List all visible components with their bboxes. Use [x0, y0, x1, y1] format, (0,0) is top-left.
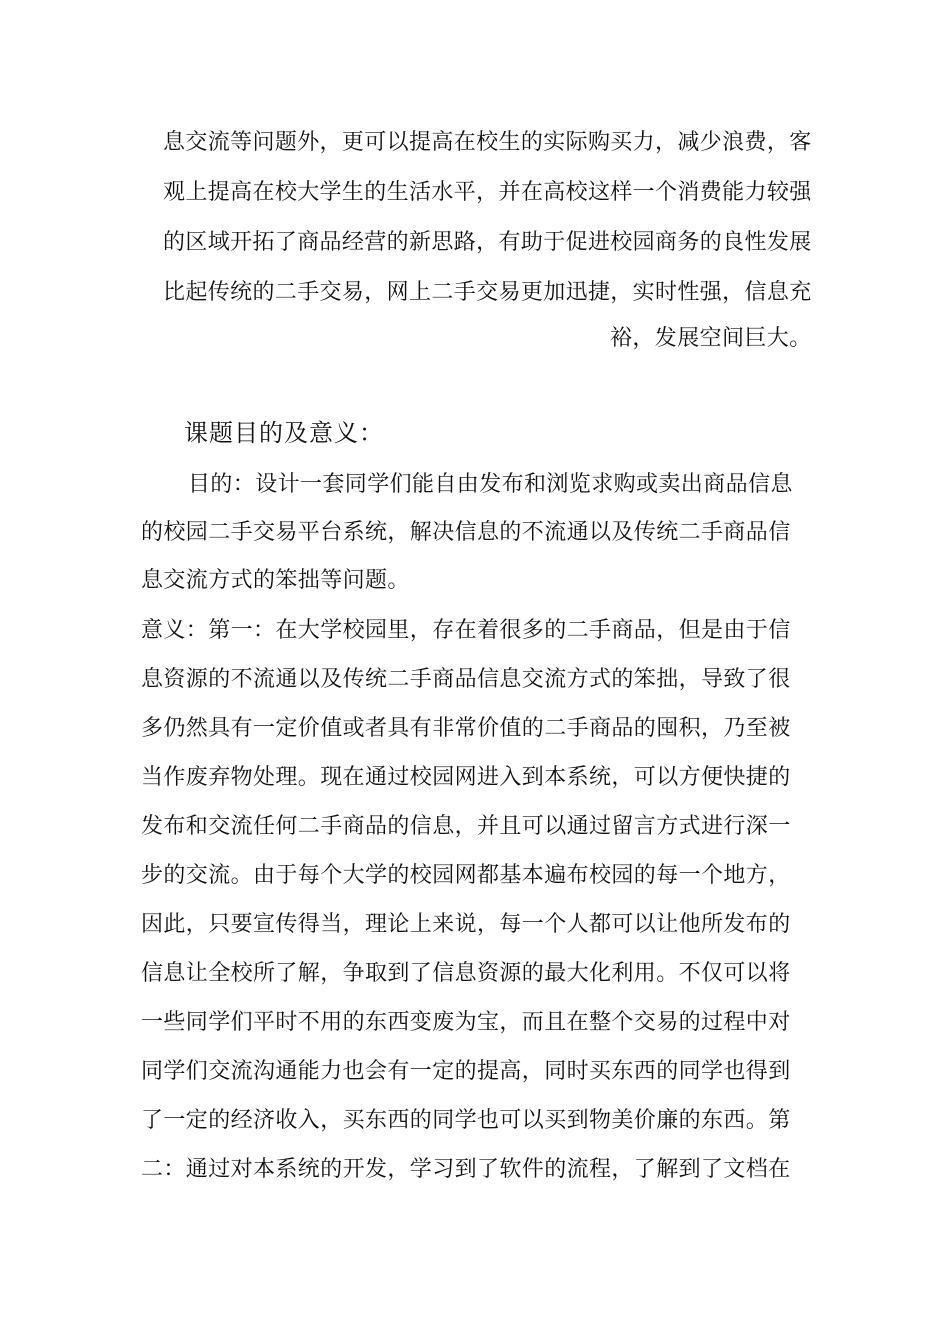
significance-line-5: 发布和交流任何二手商品的信息，并且可以通过留言方式进行深一	[141, 814, 791, 839]
purpose-line-3: 息交流方式的笨拙等问题。	[141, 568, 410, 593]
purpose-line-1: 目的：设计一套同学们能自由发布和浏览求购或卖出商品信息	[188, 472, 793, 497]
significance-line-2: 息资源的不流通以及传统二手商品信息交流方式的笨拙，导致了很	[141, 667, 791, 692]
significance-line-9: 一些同学们平时不用的东西变废为宝，而且在整个交易的过程中对	[141, 1010, 791, 1035]
continuation-line-5: 裕，发展空间巨大。	[610, 326, 812, 351]
significance-line-12: 二：通过对本系统的开发，学习到了软件的流程，了解到了文档在	[141, 1157, 791, 1182]
significance-line-4: 当作废弃物处理。现在通过校园网进入到本系统，可以方便快捷的	[141, 765, 791, 790]
continuation-line-4: 比起传统的二手交易，网上二手交易更加迅捷，实时性强，信息充	[163, 280, 812, 305]
significance-line-7: 因此，只要宣传得当，理论上来说，每一个人都可以让他所发布的	[141, 912, 791, 937]
continuation-line-1: 息交流等问题外，更可以提高在校生的实际购买力，减少浪费，客	[163, 130, 812, 155]
continuation-line-2: 观上提高在校大学生的生活水平，并在高校这样一个消费能力较强	[163, 180, 812, 205]
significance-line-1: 意义：第一：在大学校园里，存在着很多的二手商品，但是由于信	[141, 618, 791, 643]
purpose-line-2: 的校园二手交易平台系统，解决信息的不流通以及传统二手商品信	[141, 520, 791, 545]
significance-line-3: 多仍然具有一定价值或者具有非常价值的二手商品的囤积，乃至被	[141, 716, 791, 741]
section-heading: 课题目的及意义：	[184, 419, 384, 447]
continuation-line-3: 的区域开拓了商品经营的新思路，有助于促进校园商务的良性发展	[163, 230, 812, 255]
significance-line-6: 步的交流。由于每个大学的校园网都基本遍布校园的每一个地方，	[141, 863, 791, 888]
significance-line-8: 信息让全校所了解，争取到了信息资源的最大化利用。不仅可以将	[141, 961, 791, 986]
significance-line-10: 同学们交流沟通能力也会有一定的提高，同时买东西的同学也得到	[141, 1059, 791, 1084]
significance-line-11: 了一定的经济收入，买东西的同学也可以买到物美价廉的东西。第	[141, 1108, 791, 1133]
